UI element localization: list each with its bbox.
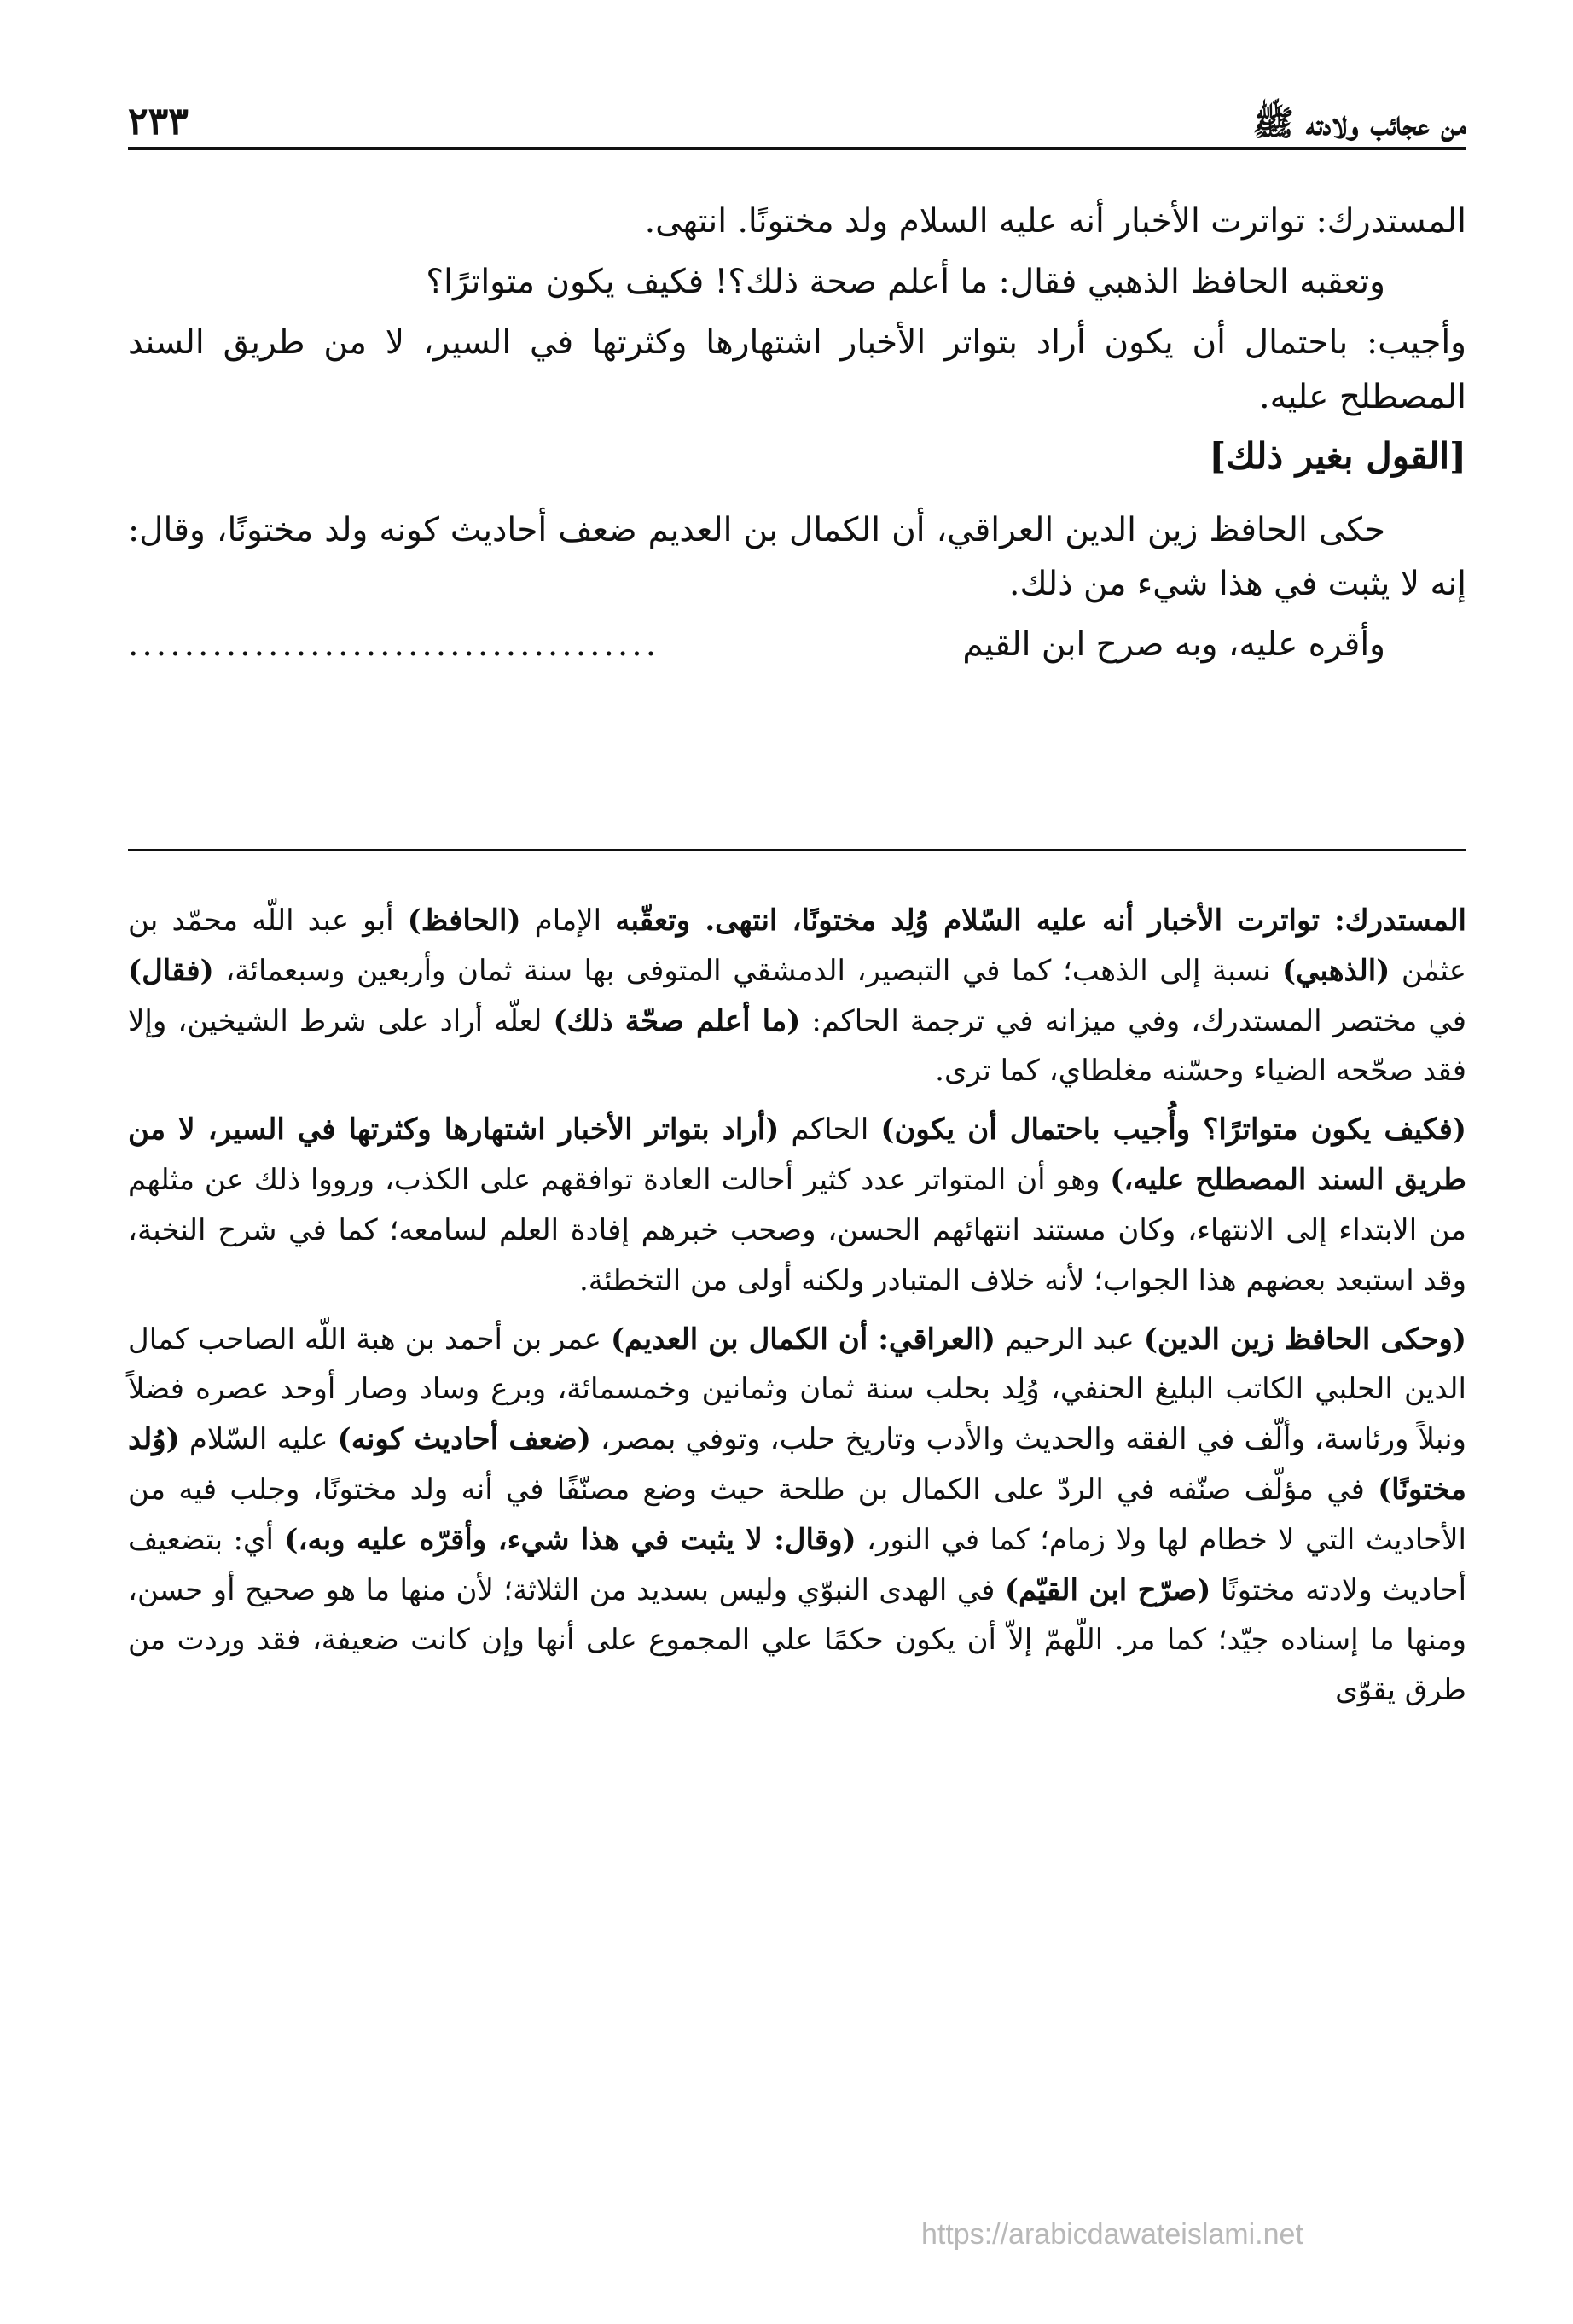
section-heading: [القول بغير ذلك] xyxy=(1209,434,1466,477)
quoted-matn-segment: (وحكى الحافظ زين الدين) xyxy=(1143,1322,1466,1357)
quoted-matn-segment: (العراقي: أن الكمال بن العديم) xyxy=(610,1322,995,1357)
quoted-matn-segment: (ما أعلم صحّة ذلك) xyxy=(553,1003,801,1038)
matn-paragraph: وأجيب: باحتمال أن يكون أراد بتواتر الأخبار اشتهارها وكثرتها في السير، لا من طريق السند المصطلح عليه. xyxy=(128,323,1466,416)
quoted-matn-segment: (فكيف يكون متواترًا؟ وأُجيب باحتمال أن يكون) xyxy=(880,1113,1467,1147)
commentary-paragraph xyxy=(128,1315,1466,1717)
commentary-segment: في مؤلّف صنّفه في الردّ على الكمال بن طلحة حيث وضع مصنّفًا في أنه ولد مختونًا، وجلب فيه من الأحاديث التي لا خطام لها ولا زمام؛ كما في النور، xyxy=(128,1472,1467,1557)
quoted-matn-segment: (ضعف أحاديث كونه) xyxy=(337,1422,591,1457)
quoted-matn-segment: (الذهبي) xyxy=(1281,953,1390,988)
commentary-segment: في الهدى النبوّي وليس بسديد من الثلاثة؛ لأن منها ما هو صحيح أو حسن، ومنها ما إسناده جيّد؛ كما مر. اللّهمّ إلاّ أن يكون حكمًا علي المجموع على أنها وإن كانت ضعيفة، فقد وردت من طرق يقوّى xyxy=(128,1572,1466,1708)
quoted-matn-segment: (صرّح ابن القيّم) xyxy=(1004,1572,1211,1607)
running-title: من عجائب ولادته ﷺ xyxy=(1252,103,1466,143)
matn-paragraph: وأقره عليه، وبه صرح ابن القيم xyxy=(962,625,1385,664)
matn-paragraph: حكى الحافظ زين الدين العراقي، أن الكمال بن العديم ضعف أحاديث كونه ولد مختونًا، وقال: إنه لا يثبت في هذا شيء من ذلك. xyxy=(128,510,1466,603)
quoted-matn-segment: (الحافظ) xyxy=(407,903,521,938)
matn-paragraph: المستدرك: تواترت الأخبار أنه عليه السلام ولد مختونًا. انتهى. xyxy=(644,202,1466,241)
quoted-matn-segment: (أراد بتواتر الأخبار اشتهارها وكثرتها في السير، لا من طريق السند المصطلح عليه،) xyxy=(128,1113,1466,1198)
page-number: ٢٣٣ xyxy=(128,100,189,143)
commentary-segment: عمر بن أحمد بن هبة اللّه الصاحب كمال الدين الحلبي الكاتب البليغ الحنفي، وُلِد بحلب سنة ثمان وثمانين وخمسمائة، وبرع وساد وصار أوحد عصره فضلاً ونبلاً ورئاسة، وألّف في الفقه والحديث والأدب وتاريخ حلب، وتوفي بمصر، xyxy=(128,1322,1466,1457)
quoted-matn-segment: (وقال: لا يثبت في هذا شيء، وأقرّه عليه وبه،) xyxy=(284,1522,856,1557)
commentary-segment: نسبة إلى الذهب؛ كما في التبصير، الدمشقي المتوفى بها سنة ثمان وأربعين وسبعمائة، xyxy=(213,953,1282,988)
commentary-segment: الإمام xyxy=(520,903,616,938)
page-header xyxy=(128,73,1466,141)
quoted-matn-segment: (وُلد مختونًا) xyxy=(128,1422,1466,1507)
header-divider xyxy=(128,147,1466,150)
commentary-segment: عبد الرحيم xyxy=(995,1322,1144,1357)
commentary-segment: وهو أن المتواتر عدد كثير أحالت العادة توافقهم على الكذب، ورووا ذلك عن مثلهم من الابتداء إلى الانتهاء، وكان مستند انتهائهم الحسن، وصحب خبرهم إفادة العلم لسامعه؛ كما في شرح النخبة، وقد استبعد بعضهم هذا الجواب؛ لأنه خلاف المتبادر ولكنه أولى من التخطئة. xyxy=(128,1163,1466,1298)
commentary-segment: لعلّه أراد على شرط الشيخين، وإلا فقد صحّحه الضياء وحسّنه مغلطاي، كما ترى. xyxy=(128,1003,1466,1089)
watermark-url: https://arabicdawateislami.net xyxy=(921,2218,1303,2251)
ellipsis-dots: ...................................... xyxy=(128,625,660,664)
commentary-divider xyxy=(128,849,1466,851)
commentary-paragraph xyxy=(128,896,1466,1096)
main-text xyxy=(128,195,1466,671)
commentary-segment: في مختصر المستدرك، وفي ميزانه في ترجمة الحاكم: xyxy=(800,1003,1467,1038)
quoted-matn-segment: المستدرك: تواترت الأخبار أنه عليه السّلام وُلِد مختونًا، انتهى. وتعقّبه xyxy=(615,903,1467,938)
commentary-text xyxy=(128,896,1466,1724)
commentary-segment: الحاكم xyxy=(779,1113,881,1147)
quoted-matn-segment: (فقال) xyxy=(128,953,214,988)
matn-last-line xyxy=(128,618,1466,671)
commentary-paragraph xyxy=(128,1105,1466,1305)
commentary-segment: أبو عبد اللّه محمّد بن عثمٰن xyxy=(128,903,1466,988)
commentary-segment: عليه السّلام xyxy=(179,1422,338,1457)
matn-paragraph: وتعقبه الحافظ الذهبي فقال: ما أعلم صحة ذلك؟! فكيف يكون متواترًا؟ xyxy=(426,263,1385,302)
commentary-segment: أي: بتضعيف أحاديث ولادته مختونًا xyxy=(128,1522,1467,1607)
